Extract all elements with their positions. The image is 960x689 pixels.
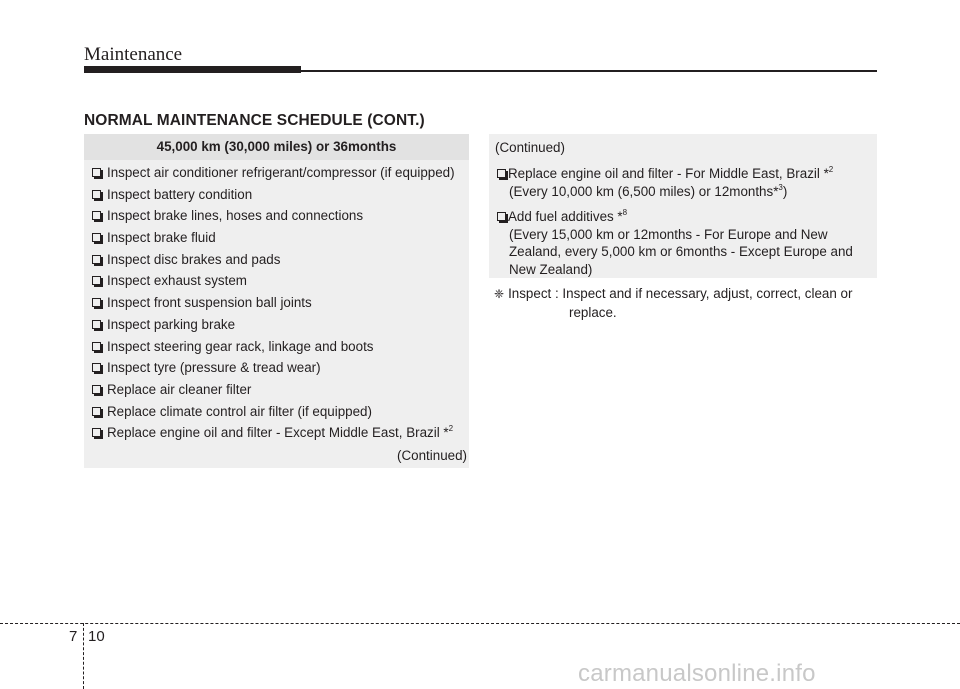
list-item: Inspect air conditioner refrigerant/compressor (if equipped) [84, 165, 469, 181]
checkbox-icon [92, 342, 101, 351]
list-item: Inspect exhaust system [84, 273, 469, 289]
checkbox-icon [92, 428, 101, 437]
checkbox-icon [92, 276, 101, 285]
list-item: Inspect steering gear rack, linkage and boots [84, 339, 469, 355]
footnote-ref: 2 [448, 424, 454, 434]
inspect-definition-note: ❈ Inspect : Inspect and if necessary, adjust, correct, clean or replace. [494, 286, 853, 320]
checkbox-icon [92, 407, 101, 416]
footnote-ref: 8 [622, 208, 628, 217]
asterisk-icon: ❈ [494, 287, 505, 301]
checkbox-icon [92, 363, 101, 372]
list-item: Inspect battery condition [84, 187, 469, 203]
list-item: Inspect brake lines, hoses and connections [84, 208, 469, 224]
checkbox-icon [497, 169, 506, 178]
list-item: Replace air cleaner filter [84, 382, 469, 398]
watermark: carmanualsonline.info [578, 660, 816, 687]
list-item: Inspect disc brakes and pads [84, 252, 469, 268]
list-item: Add fuel additives *$^8$ (Every 15,000 km or 12months - For Europe and New Zealand, every 5,000 km or 6months - Except Europe and New Zealand) [489, 208, 877, 278]
schedule-continued-box [489, 134, 877, 278]
checkbox-icon [497, 212, 506, 221]
list-item: Replace engine oil and filter - Except Middle East, Brazil *$^2$ [84, 425, 469, 441]
chapter-number: 7 [69, 628, 78, 645]
page-header-title: Maintenance [84, 44, 183, 65]
list-item: Inspect parking brake [84, 317, 469, 333]
list-item: Replace engine oil and filter - For Middle East, Brazil *$^2$ (Every 10,000 km (6,500 miles) or 12months*$^3$) [489, 165, 877, 200]
continued-label: (Continued) [397, 448, 467, 463]
page-number: 10 [88, 628, 105, 645]
checkbox-icon [92, 385, 101, 394]
footer-vertical-divider [83, 623, 84, 689]
schedule-item-list [84, 160, 469, 441]
list-item: Replace climate control air filter (if equipped) [84, 404, 469, 420]
checkbox-icon [92, 320, 101, 329]
header-rule-thick [84, 66, 301, 73]
checkbox-icon [92, 298, 101, 307]
checkbox-icon [92, 168, 101, 177]
list-item: Inspect tyre (pressure & tread wear) [84, 360, 469, 376]
footnote-ref: 3 [778, 182, 783, 192]
checkbox-icon [92, 255, 101, 264]
header-rule-thin [301, 70, 877, 72]
footer-divider [0, 623, 960, 624]
schedule-table-heading: 45,000 km (30,000 miles) or 36months [84, 134, 469, 160]
footnote-ref: 2 [828, 165, 834, 174]
list-item: Inspect brake fluid [84, 230, 469, 246]
list-item: Inspect front suspension ball joints [84, 295, 469, 311]
section-title: NORMAL MAINTENANCE SCHEDULE (CONT.) [84, 112, 425, 129]
checkbox-icon [92, 233, 101, 242]
checkbox-icon [92, 190, 101, 199]
schedule-table-45000 [84, 134, 469, 468]
checkbox-icon [92, 211, 101, 220]
continued-label: (Continued) [495, 140, 565, 155]
